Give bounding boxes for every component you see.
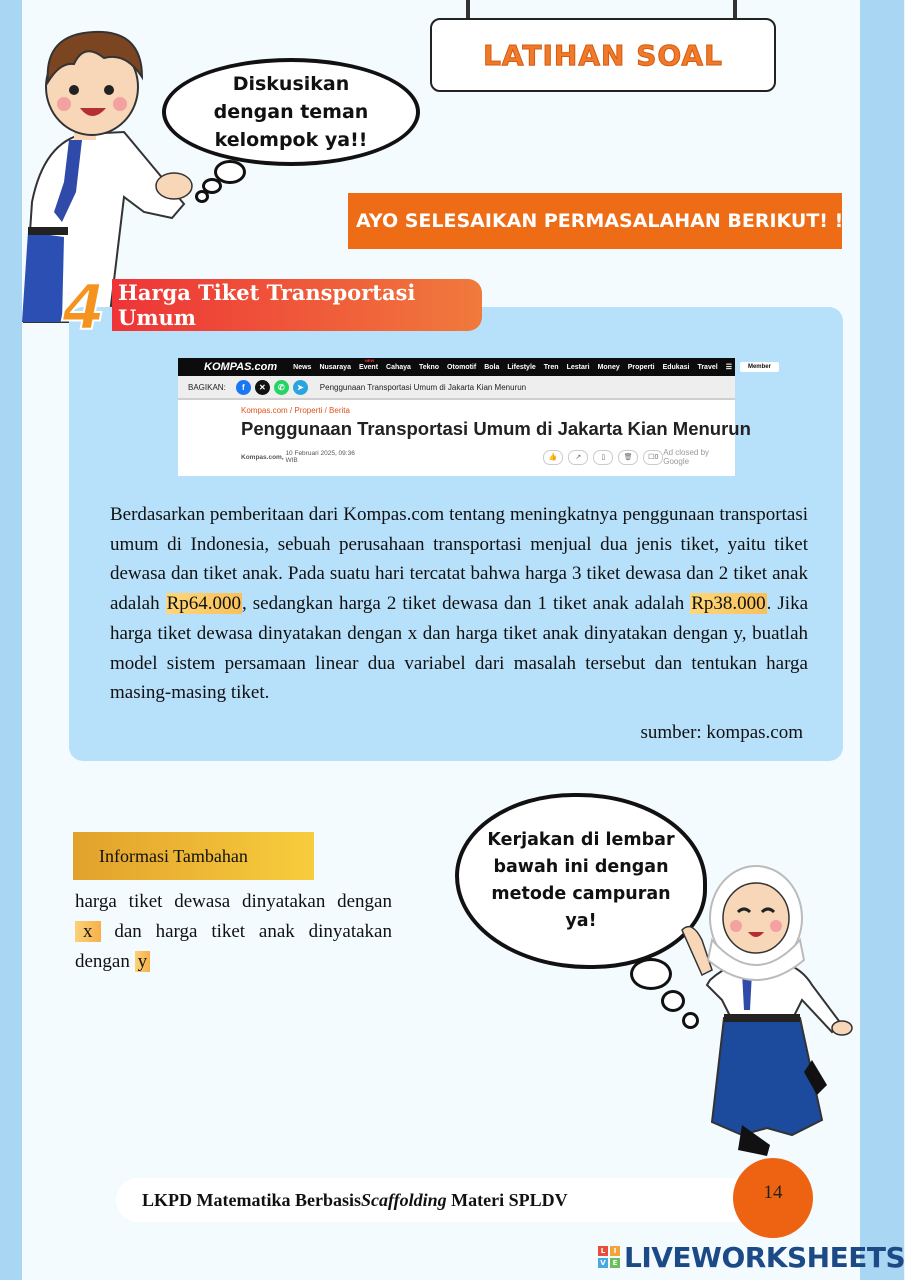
facebook-icon: f [236, 380, 251, 395]
watermark-text: LIVEWORKSHEETS [624, 1240, 905, 1274]
problem-text-part: , sedangkan harga 2 tiket dewasa dan 1 tiket anak adalah [242, 593, 691, 615]
page-number: 14 [733, 1158, 813, 1238]
meta-date: 10 Februari 2025, 09:36 WIB [285, 450, 355, 464]
info-text-part: dan harga tiket anak dinyatakan dengan [75, 921, 392, 972]
info-text [75, 887, 392, 977]
footer-text: LKPD Matematika Berbasis [142, 1189, 361, 1210]
girl-speech-line: metode campuran [491, 884, 671, 904]
telegram-icon: ➤ [293, 380, 308, 395]
share-bar [178, 376, 735, 400]
menu-icon: ☰ [725, 364, 732, 371]
x-icon: ✕ [255, 380, 270, 395]
news-meta [241, 448, 735, 466]
whatsapp-icon: ✆ [274, 380, 289, 395]
liveworksheets-logo-icon [598, 1246, 620, 1268]
footer-text: Materi SPLDV [446, 1189, 568, 1210]
page-title: LATIHAN SOAL [483, 38, 723, 72]
price-highlight: Rp64.000 [166, 593, 242, 615]
news-actions [543, 450, 663, 465]
trash-icon: 🗑 [618, 450, 638, 465]
ad-notice: Ad closed by Google [663, 448, 710, 466]
like-icon: 👍 [543, 450, 563, 465]
girl-speech-line: bawah ini dengan [493, 857, 669, 877]
news-screenshot [178, 357, 771, 476]
problem-text-part: Berdasarkan pemberitaan dari Kompas.com tentang meningkatnya penggunaan transportasi umum di Indonesia, sebuah perusahaan transportasi menjual dua jenis tiket, yaitu tiket dewasa dan tiket anak. Pada suatu hari tercatat bahwa harga 3 tiket dewasa dan 2 tiket anak adalah [110, 504, 808, 615]
boy-speech-line: kelompok ya!! [214, 129, 368, 151]
problem-text-part: . Jika harga tiket dewasa dinyatakan dengan x dan harga tiket anak dinyatakan dengan y, buatlah model sistem persamaan linear dua variabel dari masalah tersebut dan tentukan harga masing-masing tiket. [110, 593, 809, 704]
meta-source: Kompas.com, [241, 453, 284, 461]
liveworksheets-watermark [598, 1238, 905, 1276]
source-note: sumber: kompas.com [640, 722, 803, 743]
share-icon: ↗ [568, 450, 588, 465]
logo-letter: L [598, 1246, 608, 1256]
variable-x: x [75, 921, 101, 942]
member-button: Member [740, 362, 779, 372]
logo-letter: I [610, 1246, 620, 1256]
nav-item: Cahaya [386, 363, 411, 371]
logo-letter: E [610, 1258, 620, 1268]
nav-item: Tren [543, 363, 559, 371]
nav-item: Edukasi [662, 363, 690, 371]
logo-letter: V [598, 1258, 608, 1268]
boy-illustration [14, 22, 204, 322]
variable-y: y [135, 951, 151, 972]
girl-illustration [672, 860, 852, 1160]
comment-count: 0 [654, 453, 659, 461]
footer-italic: Scaffolding [360, 1189, 447, 1210]
title-sign [430, 18, 776, 92]
bookmark-icon: ▯ [593, 450, 613, 465]
nav-item: Money [597, 363, 620, 371]
nav-item: Nusaraya [319, 363, 351, 371]
problem-text [110, 500, 808, 708]
instruction-banner: AYO SELESAIKAN PERMASALAHAN BERIKUT! ! [348, 193, 842, 249]
new-badge: NEW [364, 357, 375, 363]
girl-speech-line: Kerjakan di lembar [487, 830, 675, 850]
news-breadcrumb: Kompas.com / Properti / Berita [241, 406, 350, 415]
bubble-dot [630, 958, 672, 990]
nav-item: Tekno [418, 363, 440, 371]
share-label: BAGIKAN: [188, 382, 226, 392]
news-title: Penggunaan Transportasi Umum di Jakarta Kian Menurun [241, 418, 751, 439]
news-logo: KOMPAS.com [204, 361, 278, 373]
info-text-part: harga tiket dewasa dinyatakan dengan [75, 891, 392, 912]
nav-item: Lifestyle [507, 363, 536, 371]
boy-speech-line: Diskusikan [232, 73, 350, 95]
nav-item: News [293, 363, 312, 371]
nav-item: Travel [697, 363, 718, 371]
problem-number: 4 [62, 271, 106, 344]
nav-item: Otomotif [447, 363, 477, 371]
footer-bar [116, 1178, 776, 1222]
boy-speech-line: dengan teman [213, 101, 369, 123]
problem-heading: Harga Tiket Transportasi Umum [112, 279, 482, 331]
girl-speech-line: ya! [565, 911, 597, 931]
share-title: Penggunaan Transportasi Umum di Jakarta Kian Menurun [319, 382, 527, 392]
boy-speech-bubble [162, 58, 420, 166]
nav-item: Bola [484, 363, 500, 371]
nav-item: Lestari [566, 363, 590, 371]
bubble-dot [195, 190, 209, 203]
info-label: Informasi Tambahan [73, 832, 314, 880]
comment-icon: ☐ 0 [643, 450, 663, 465]
nav-item-event: Event NEW [358, 357, 379, 371]
news-navbar [178, 357, 771, 376]
nav-item: Properti [627, 363, 655, 371]
price-highlight: Rp38.000 [691, 593, 766, 615]
